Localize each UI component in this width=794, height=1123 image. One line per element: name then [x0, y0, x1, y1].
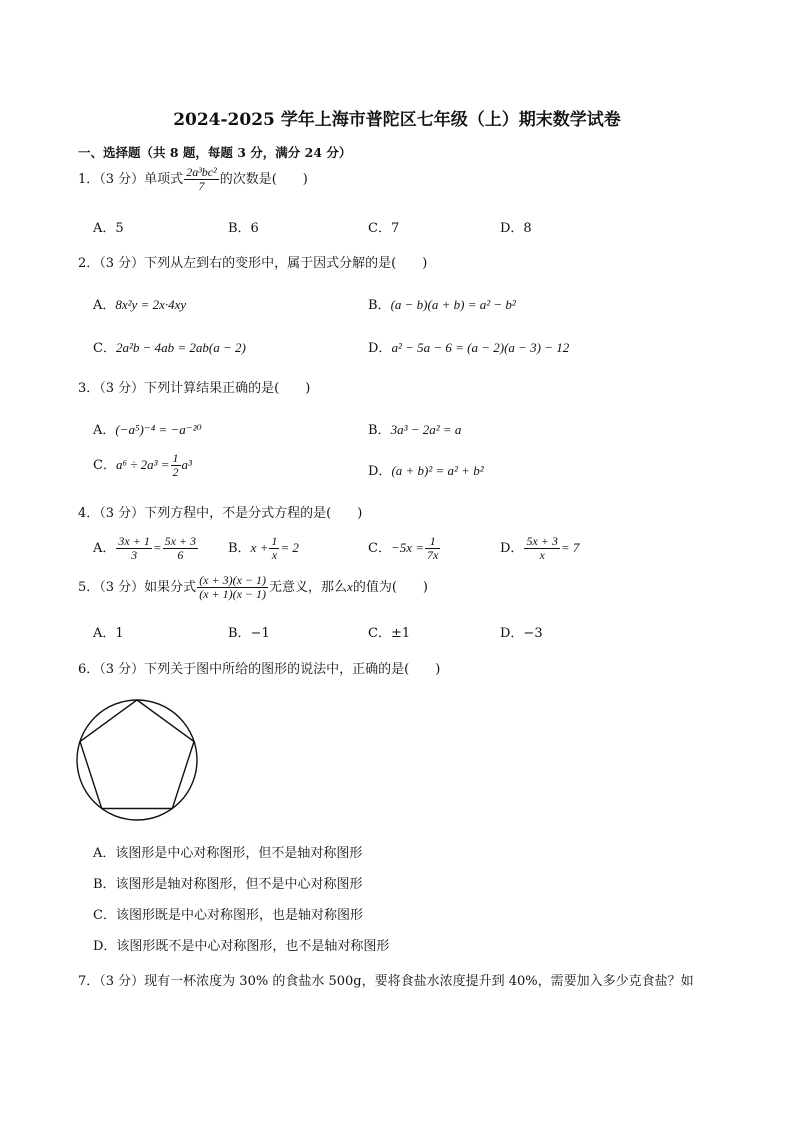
q5-middle: 无意义，那么 — [269, 580, 348, 596]
q4-a-equals: = — [152, 540, 162, 556]
q4-b-fraction — [269, 535, 279, 562]
q6-option-a: A．该图形是中心对称图形，但不是轴对称图形 — [93, 846, 363, 861]
q1-option-d: D．8 — [500, 221, 532, 236]
q1-fraction — [184, 166, 219, 193]
q2-d-label: D． — [368, 341, 392, 356]
question-7: 7．（3 分）现有一杯浓度为 30% 的食盐水 500g，要将食盐水浓度提升到 40%，需要加入多少克食盐？如 — [78, 974, 694, 989]
q3-b-expr: 3a³ − 2a² = a — [390, 422, 462, 437]
q4-a-num-left: 3x + 1 — [118, 534, 150, 548]
q4-d-post: = 7 — [560, 540, 580, 556]
q5-option-d: D．−3 — [500, 626, 543, 641]
q3-c-label: C． — [93, 458, 116, 474]
q6-option-d: D．该图形既不是中心对称图形，也不是轴对称图形 — [93, 939, 390, 954]
q5-option-c: C．±1 — [368, 626, 411, 641]
q1-prefix: 1．（3 分）单项式 — [78, 172, 184, 188]
q5-option-b: B．−1 — [228, 626, 270, 641]
q1-numerator: 2a³bc² — [186, 165, 217, 179]
q1-option-a: A．5 — [93, 221, 124, 236]
q4-a-fraction-left — [116, 535, 151, 562]
q4-a-label: A． — [93, 541, 116, 557]
q5-option-a: A．1 — [93, 626, 124, 641]
q3-d-expr: (a + b)² = a² + b² — [391, 463, 484, 478]
q4-a-num-right: 5x + 3 — [164, 534, 197, 548]
question-4: 4．（3 分）下列方程中，不是分式方程的是( ) — [78, 506, 363, 521]
q3-c-pre: a⁶ ÷ 2a³ = — [115, 457, 170, 473]
q2-a-expr: 8x²y = 2x·4xy — [115, 297, 187, 312]
q4-c-denominator: 7x — [427, 548, 439, 563]
q2-option-d — [368, 337, 569, 356]
question-5 — [78, 574, 428, 601]
q3-option-d — [368, 460, 484, 479]
q1-denominator: 7 — [198, 179, 205, 194]
q5-suffix: 的值为( ) — [352, 580, 428, 596]
q3-d-label: D． — [368, 464, 392, 479]
q2-option-a — [93, 294, 186, 313]
q4-b-pre: x + — [250, 540, 269, 556]
q4-a-den-left: 3 — [131, 548, 138, 563]
q2-b-label: B． — [368, 298, 391, 313]
section-heading: 一、选择题（共 8 题，每题 3 分，满分 24 分） — [78, 145, 352, 160]
q4-option-a — [93, 535, 199, 562]
q2-c-expr: 2a²b − 4ab = 2ab(a − 2) — [115, 340, 246, 355]
q3-c-post: a³ — [181, 457, 192, 473]
q4-c-numerator: 1 — [425, 535, 440, 549]
page-title: 2024-2025 学年上海市普陀区七年级（上）期末数学试卷 — [173, 110, 621, 130]
q3-a-label: A． — [93, 423, 116, 438]
q3-c-fraction — [171, 452, 181, 479]
q3-a-expr: (−a⁵)⁻⁴ = −a⁻²⁰ — [115, 422, 202, 437]
q3-option-a — [93, 419, 202, 438]
q4-d-label: D． — [500, 541, 524, 557]
q4-d-denominator: x — [539, 548, 545, 563]
q4-option-d — [500, 535, 579, 562]
question-3: 3．（3 分）下列计算结果正确的是( ) — [78, 381, 311, 396]
question-6: 6．（3 分）下列关于图中所给的图形的说法中，正确的是( ) — [78, 662, 441, 677]
q2-d-expr: a² − 5a − 6 = (a − 2)(a − 3) − 12 — [391, 340, 570, 355]
q4-b-numerator: 1 — [271, 534, 278, 548]
q4-c-fraction — [425, 535, 440, 562]
q2-option-c — [93, 337, 246, 356]
q4-a-fraction-right — [163, 535, 198, 562]
q4-option-b — [228, 535, 299, 562]
q4-d-numerator: 5x + 3 — [526, 534, 558, 548]
q4-a-den-right: 6 — [177, 548, 184, 563]
q3-option-c — [93, 452, 192, 479]
q2-a-label: A． — [93, 298, 116, 313]
q4-d-fraction — [524, 535, 559, 562]
q6-option-b: B．该图形是轴对称图形，但不是中心对称图形 — [93, 877, 363, 892]
question-2: 2．（3 分）下列从左到右的变形中，属于因式分解的是( ) — [78, 256, 428, 271]
q4-option-c — [368, 535, 441, 562]
q4-b-post: = 2 — [280, 540, 299, 556]
q2-c-label: C． — [93, 341, 116, 356]
q2-option-b — [368, 294, 516, 313]
q3-c-denominator: 2 — [172, 465, 179, 480]
q5-numerator: (x + 3)(x − 1) — [199, 573, 267, 587]
q3-option-b — [368, 419, 461, 438]
q1-suffix: 的次数是( ) — [219, 172, 308, 188]
q1-option-b: B．6 — [228, 221, 259, 236]
q2-b-expr: (a − b)(a + b) = a² − b² — [390, 297, 516, 312]
question-1 — [78, 166, 308, 193]
pentagon-in-circle-figure — [74, 697, 200, 823]
q4-c-label: C． — [368, 541, 391, 557]
q5-fraction — [197, 574, 268, 601]
q3-b-label: B． — [368, 423, 391, 438]
q5-variable: x — [347, 579, 353, 595]
q1-option-c: C．7 — [368, 221, 400, 236]
inscribed-pentagon — [80, 700, 194, 809]
q4-b-denominator: x — [271, 548, 278, 563]
circle-outline — [77, 700, 197, 820]
q4-c-pre: −5x = — [390, 540, 425, 556]
q3-c-numerator: 1 — [172, 451, 179, 465]
q6-option-c: C．该图形既是中心对称图形，也是轴对称图形 — [93, 908, 363, 923]
q4-b-label: B． — [228, 541, 251, 557]
q5-prefix: 5．（3 分）如果分式 — [78, 580, 197, 596]
q5-denominator: (x + 1)(x − 1) — [199, 587, 267, 602]
